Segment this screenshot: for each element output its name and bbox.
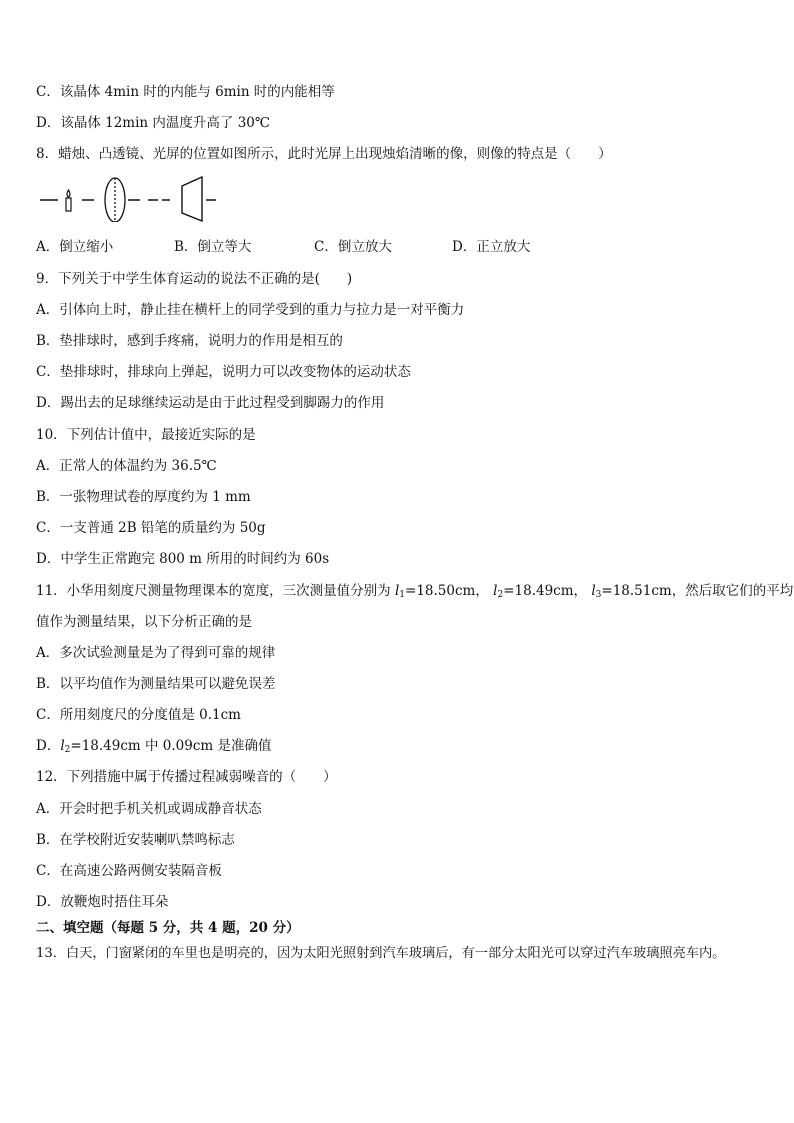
- q11-l3-symbol: l: [591, 583, 596, 599]
- q11-l1-value: =18.50cm，: [405, 583, 489, 599]
- q8-option-d: D．正立放大: [452, 239, 531, 255]
- q11-option-a: A．多次试验测量是为了得到可靠的规律: [36, 645, 276, 661]
- q12-option-d: D．放鞭炮时捂住耳朵: [36, 894, 169, 910]
- q12-option-b: B．在学校附近安装喇叭禁鸣标志: [36, 832, 235, 848]
- q11-l2-subscript: 2: [497, 590, 504, 600]
- q10-stem: 10．下列估计值中，最接近实际的是: [36, 427, 256, 443]
- q11-option-d-subscript: 2: [64, 745, 71, 755]
- q9-option-c: C．垫排球时，排球向上弹起，说明力可以改变物体的运动状态: [36, 364, 411, 380]
- q11-option-d: [36, 737, 272, 759]
- q12-stem: 12．下列措施中属于传播过程减弱噪音的（ ）: [36, 769, 337, 785]
- q13-stem: 13．白天，门窗紧闭的车里也是明亮的，因为太阳光照射到汽车玻璃后，有一部分太阳光可以穿过汽车玻璃照亮车内。: [36, 946, 726, 961]
- convex-lens-icon: [105, 178, 125, 222]
- q9-option-a: A．引体向上时，静止挂在横杆上的同学受到的重力与拉力是一对平衡力: [36, 302, 465, 318]
- q11-stem-prefix: 11．小华用刻度尺测量物理课本的宽度，三次测量值分别为: [36, 583, 395, 599]
- candle-icon: [66, 190, 71, 211]
- q11-option-c: C．所用刻度尺的分度值是 0.1cm: [36, 707, 241, 723]
- q7-option-c: C．该晶体 4min 时的内能与 6min 时的内能相等: [36, 84, 335, 100]
- q12-option-a: A．开会时把手机关机或调成静音状态: [36, 801, 262, 817]
- q11-l2-value: =18.49cm，: [503, 583, 588, 599]
- q11-option-d-suffix: =18.49cm 中 0.09cm 是准确值: [70, 738, 272, 754]
- q11-option-d-l-symbol: l: [60, 738, 65, 754]
- q8-option-b: B．倒立等大: [174, 239, 252, 255]
- q8-option-c: C．倒立放大: [314, 239, 392, 255]
- optics-bench-diagram: [38, 174, 218, 222]
- q8-stem: 8．蜡烛、凸透镜、光屏的位置如图所示，此时光屏上出现烛焰清晰的像，则像的特点是（ ）: [36, 146, 612, 162]
- q10-option-c: C．一支普通 2B 铅笔的质量约为 50g: [36, 520, 266, 536]
- q9-option-d: D．踢出去的足球继续运动是由于此过程受到脚踢力的作用: [36, 395, 385, 411]
- q11-l3-value: =18.51cm，然后取它们的平均: [601, 583, 794, 599]
- q9-stem: 9．下列关于中学生体育运动的说法不正确的是( ): [36, 271, 353, 287]
- section-title-fill-in: 二、填空题（每题 5 分，共 4 题，20 分）: [36, 920, 300, 936]
- q11-l1-subscript: 1: [399, 590, 406, 600]
- q11-option-d-prefix: D．: [36, 738, 61, 754]
- q11-l1-symbol: l: [394, 583, 400, 599]
- q10-option-a: A．正常人的体温约为 36.5℃: [36, 458, 217, 474]
- light-screen-icon: [182, 177, 202, 221]
- q10-option-b: B．一张物理试卷的厚度约为 1 mm: [36, 489, 251, 505]
- q7-option-d: D．该晶体 12min 内温度升高了 30℃: [36, 115, 270, 131]
- q9-option-b: B．垫排球时，感到手疼痛，说明力的作用是相互的: [36, 333, 343, 349]
- q12-option-c: C．在高速公路两侧安装隔音板: [36, 863, 222, 879]
- q10-option-d: D．中学生正常跑完 800 m 所用的时间约为 60s: [36, 551, 330, 567]
- q11-option-b: B．以平均值作为测量结果可以避免误差: [36, 676, 276, 692]
- q11-l3-subscript: 3: [595, 590, 602, 600]
- q8-option-a: A．倒立缩小: [36, 239, 114, 255]
- q11-l2-symbol: l: [493, 583, 498, 599]
- q11-stem: [36, 582, 793, 604]
- q11-stem-line2: 值作为测量结果，以下分析正确的是: [36, 614, 252, 630]
